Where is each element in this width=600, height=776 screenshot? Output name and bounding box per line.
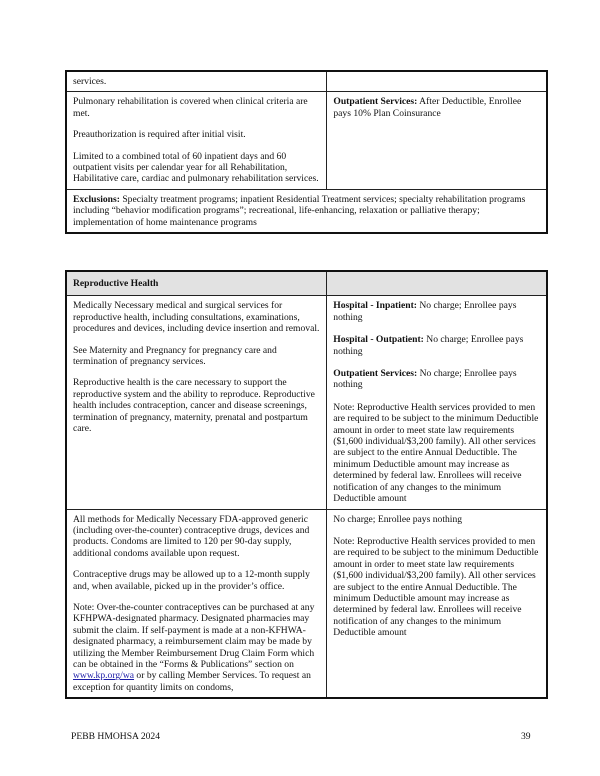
section-header-blank: [327, 271, 547, 296]
page-number: 39: [521, 731, 531, 742]
paragraph: Limited to a combined total of 60 inpatient days and 60 outpatient visits per calendar year for all Rehabilitation, Habilitative care, cardiac and pulmonary rehabilitation services.: [73, 150, 319, 185]
cost-text: After Deductible, Enrollee pays 10% Plan Coinsurance: [333, 96, 522, 119]
cost-column-cell: [327, 71, 547, 92]
rehabilitation-benefit-table: [65, 70, 548, 234]
note-text: Note: Over-the-counter contraceptives can be purchased at any KFHPWA-designated pharmacy. Designated pharmacies may submit the claim. If self-payment is made at a non-KFHWA-designated pharmacy, a reimbursement claim may be made by utilizing the Member Reimbursement Drug Claim Form which can be obtained in the “Forms & Publications” section on: [73, 601, 315, 670]
paragraph: Note: Reproductive Health services provided to men are required to be subject to the minimum Deductible amount in order to meet state law requirements ($1,600 individual/$3,200 family). All other services are subject to the entire Annual Deductible. The minimum Deductible amount may increase as determined by federal law. Enrollees will receive notification of any changes to the minimum Deductible amount: [333, 535, 539, 639]
paragraph: [333, 96, 540, 119]
table-row: [66, 71, 547, 92]
bold-label: Exclusions:: [73, 193, 120, 205]
cost-column-cell: [327, 296, 547, 509]
table-row: [66, 509, 547, 698]
services-column-cell: [66, 92, 327, 189]
kp-website-link[interactable]: www.kp.org/wa: [73, 670, 135, 682]
cost-text: No charge; Enrollee pays nothing: [333, 334, 524, 357]
services-column-cell: [66, 509, 327, 698]
paragraph: Medically Necessary medical and surgical services for reproductive health, including consultations, examinations, procedures and devices, including device insertion and removal.: [73, 300, 320, 335]
note-text: or by calling Member Services. To request an exception for quantity limits on condoms,: [73, 670, 311, 693]
bold-label: Hospital - Inpatient:: [333, 300, 417, 312]
cost-text: No charge; Enrollee pays nothing: [333, 300, 517, 323]
paragraph: [333, 300, 540, 323]
cost-text: No charge; Enrollee pays nothing: [333, 368, 517, 391]
bold-label: Hospital - Outpatient:: [333, 334, 424, 346]
exclusions-row: [66, 189, 547, 233]
paragraph: See Maternity and Pregnancy for pregnancy care and termination of pregnancy services.: [73, 344, 277, 368]
cost-column-cell: [327, 509, 547, 698]
cell-text: services.: [73, 76, 107, 87]
paragraph: Preauthorization is required after initial visit.: [73, 129, 246, 141]
reproductive-health-benefit-table: [65, 270, 548, 699]
note-text: Note: Reproductive Health services provided to men are required to be subject to the minimum Deductible amount in order to meet state law requirements ($1,600 individual/$3,200 family). All other services are subject to the entire Annual Deductible. The minimum Deductible amount may increase as determined by federal law. Enrollees will receive notification of any changes to the minimum Deductible amount: [333, 401, 539, 505]
section-title: Reproductive Health: [66, 271, 327, 296]
exclusions-text: Specialty treatment programs; inpatient Residential Treatment services; specialty rehabilitation programs including “behavior modification programs”; recreational, life-enhancing, relaxation or palliative therapy; implementation of home maintenance programs: [73, 193, 526, 228]
bold-label: Outpatient Services:: [333, 368, 418, 380]
paragraph: [333, 334, 540, 357]
paragraph: Pulmonary rehabilitation is covered when clinical criteria are met.: [73, 96, 308, 119]
section-header-row: [66, 271, 547, 296]
table-row: [66, 92, 547, 189]
table-row: [66, 296, 547, 509]
paragraph: Contraceptive drugs may be allowed up to a 12-month supply and, when available, picked up in the provider’s office.: [73, 569, 310, 592]
bold-label: Outpatient Services:: [333, 96, 418, 108]
paragraph: [333, 368, 540, 391]
cost-column-cell: [327, 92, 547, 189]
services-column-cell: [66, 296, 327, 509]
paragraph: Reproductive health is the care necessary to support the reproductive system and the ability to reproduce. Reproductive health includes contraception, cancer and disease screenings, termination of pregnancy, maternity, prenatal and postpartum care.: [73, 377, 315, 435]
paragraph: All methods for Medically Necessary FDA-approved generic (including over-the-counter) contraceptive drugs, devices and products. Condoms are limited to 120 per 90-day supply, additional condoms available upon request.: [73, 513, 310, 559]
paragraph: No charge; Enrollee pays nothing: [333, 513, 463, 525]
paragraph: [333, 402, 540, 505]
paragraph: [73, 602, 320, 693]
exclusions-cell: [66, 189, 547, 233]
footer-document-title: PEBB HMOHSA 2024: [71, 731, 161, 742]
services-column-cell: [66, 71, 327, 92]
